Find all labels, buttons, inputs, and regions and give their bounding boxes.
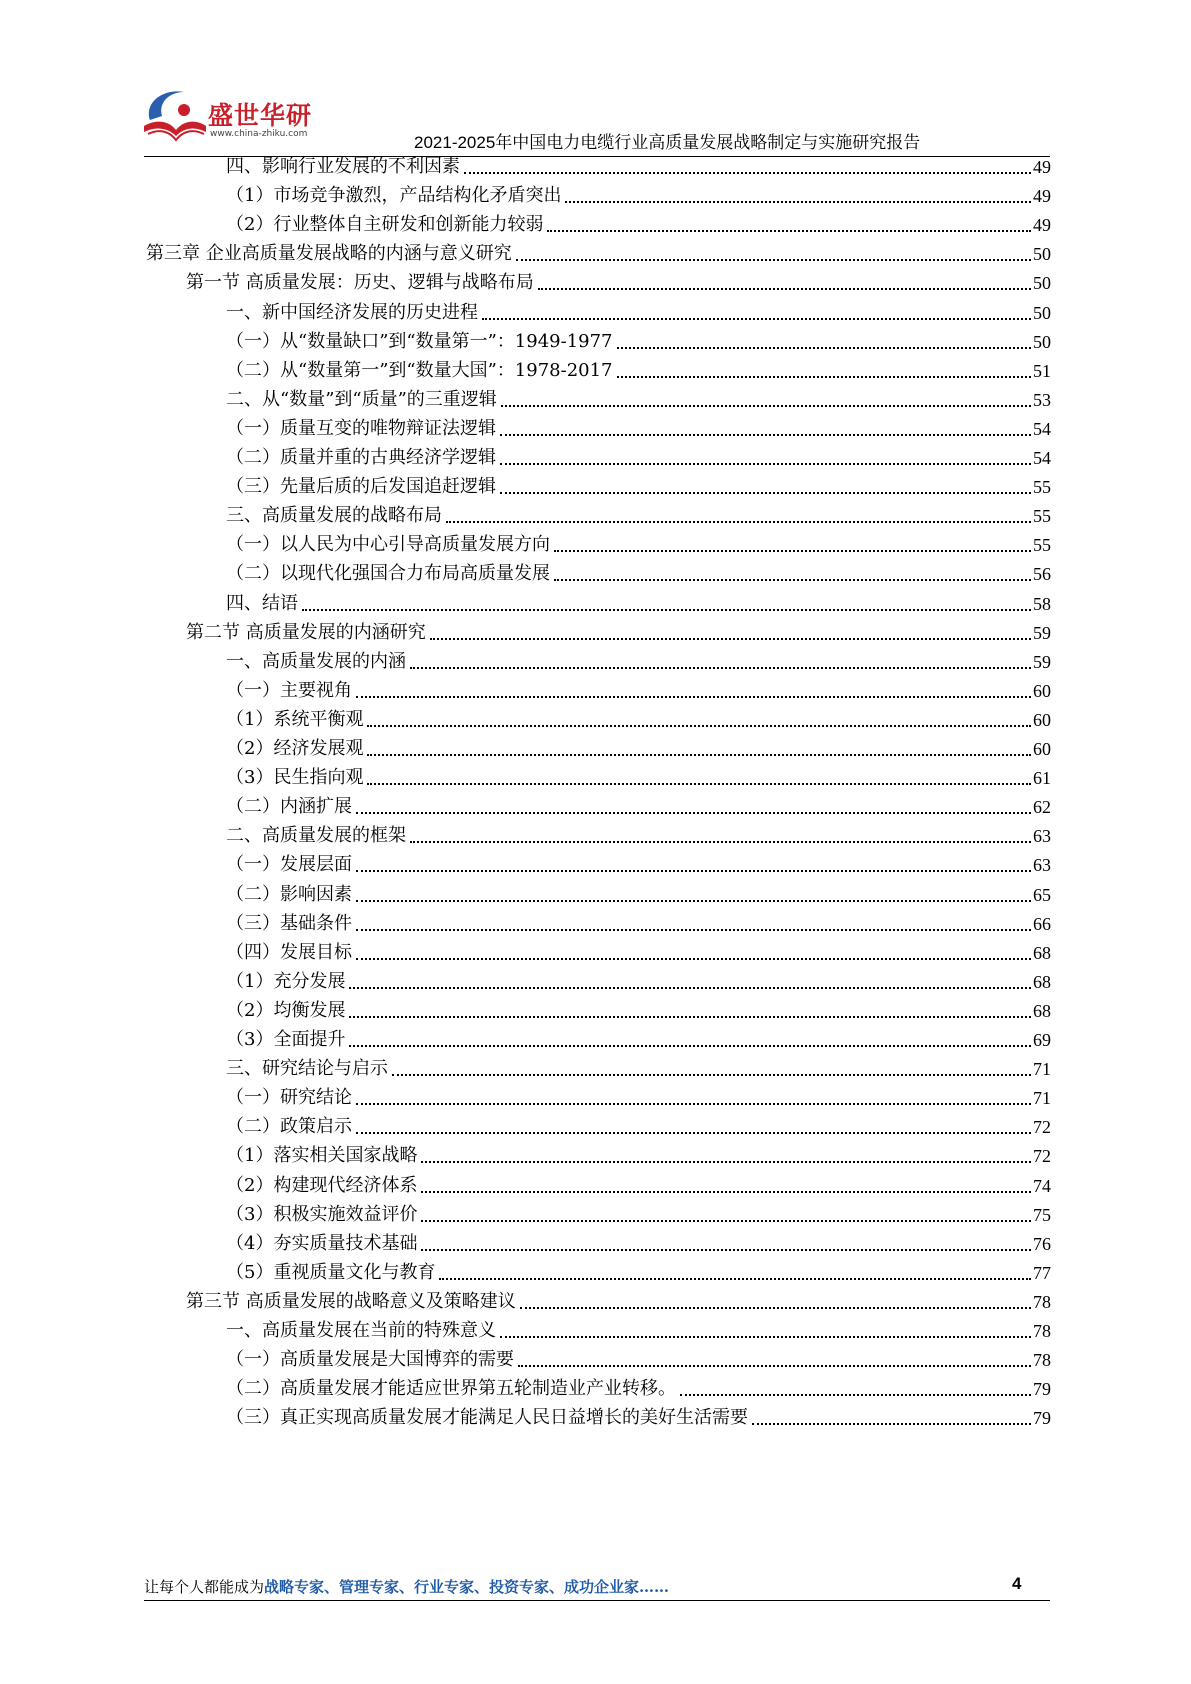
- footer-slogan-roles: 战略专家、管理专家、行业专家、投资专家、成功企业家……: [264, 1578, 670, 1596]
- toc-entry[interactable]: [226, 352, 1051, 382]
- toc-entry[interactable]: [186, 264, 1051, 294]
- toc-entry-label: （4）夯实质量技术基础: [226, 1232, 418, 1254]
- toc-dot-leader: [538, 288, 1031, 290]
- toc-entry-label: 三、研究结论与启示: [226, 1058, 388, 1080]
- toc-entry[interactable]: [226, 526, 1051, 556]
- toc-entry[interactable]: [226, 468, 1051, 498]
- toc-entry[interactable]: [226, 876, 1051, 906]
- toc-entry[interactable]: [226, 555, 1051, 585]
- toc-entry[interactable]: [226, 846, 1051, 876]
- toc-dot-leader: [367, 783, 1031, 785]
- toc-entry-label: （三）先量后质的后发国追赶逻辑: [226, 476, 496, 498]
- toc-dot-leader: [518, 1365, 1031, 1367]
- toc-entry-page: 77: [1033, 1262, 1051, 1283]
- toc-dot-leader: [752, 1423, 1031, 1425]
- toc-entry[interactable]: [226, 439, 1051, 469]
- toc-entry-page: 68: [1033, 1000, 1051, 1021]
- toc-entry-label: （二）质量并重的古典经济学逻辑: [226, 447, 496, 468]
- toc-entry[interactable]: [226, 1312, 1051, 1342]
- toc-entry-page: 63: [1033, 855, 1051, 876]
- footer-divider: [144, 1600, 1050, 1601]
- toc-entry[interactable]: [226, 701, 1051, 731]
- toc-entry-page: 59: [1033, 622, 1051, 643]
- toc-entry[interactable]: [186, 614, 1051, 644]
- toc-entry-page: 76: [1033, 1233, 1051, 1254]
- toc-entry-label: （3）全面提升: [226, 1029, 346, 1050]
- toc-entry-label: 一、高质量发展的内涵: [226, 650, 406, 672]
- toc-entry[interactable]: [226, 1021, 1051, 1051]
- toc-entry-page: 78: [1033, 1321, 1051, 1341]
- toc-dot-leader: [500, 1336, 1031, 1338]
- toc-entry-page: 72: [1033, 1146, 1051, 1167]
- toc-dot-leader: [430, 638, 1031, 640]
- toc-entry[interactable]: [226, 585, 1051, 615]
- toc-entry-page: 58: [1033, 593, 1051, 614]
- toc-entry-page: 63: [1033, 826, 1051, 847]
- toc-entry-page: 79: [1033, 1379, 1051, 1400]
- toc-entry-page: 71: [1033, 1088, 1051, 1109]
- brand-logo: [140, 82, 320, 144]
- toc-entry-page: 50: [1033, 273, 1051, 294]
- toc-entry-page: 50: [1033, 302, 1051, 323]
- toc-entry[interactable]: [226, 1079, 1051, 1109]
- toc-entry[interactable]: [226, 817, 1051, 847]
- toc-dot-leader: [501, 405, 1031, 407]
- toc-entry-page: 60: [1033, 709, 1051, 730]
- toc-entry-label: （一）研究结论: [226, 1087, 352, 1109]
- page-header: [0, 0, 1191, 160]
- toc-dot-leader: [349, 987, 1031, 989]
- toc-dot-leader: [392, 1074, 1031, 1076]
- toc-entry[interactable]: [226, 643, 1051, 673]
- toc-dot-leader: [446, 521, 1031, 523]
- toc-dot-leader: [367, 725, 1031, 727]
- toc-entry-page: 55: [1033, 506, 1051, 527]
- toc-entry-page: 53: [1033, 389, 1051, 410]
- toc-dot-leader: [410, 841, 1031, 843]
- toc-entry-label: 第三节 高质量发展的战略意义及策略建议: [186, 1290, 516, 1312]
- toc-entry-label: （二）内涵扩展: [226, 796, 352, 818]
- toc-entry-page: 49: [1033, 186, 1051, 207]
- footer-slogan-prefix: 让每个人都能成为: [144, 1578, 265, 1596]
- toc-entry-label: （三）基础条件: [226, 912, 352, 934]
- toc-dot-leader: [356, 870, 1031, 872]
- toc-entry-label: 一、高质量发展在当前的特殊意义: [226, 1320, 496, 1341]
- toc-dot-leader: [680, 1394, 1031, 1396]
- report-title: 2021-2025年中国电力电缆行业高质量发展战略制定与实施研究报告: [414, 133, 921, 152]
- toc-entry[interactable]: [226, 148, 1051, 178]
- toc-entry[interactable]: [226, 1399, 1051, 1429]
- toc-dot-leader: [356, 696, 1031, 698]
- toc-dot-leader: [500, 434, 1031, 436]
- toc-entry-page: 60: [1033, 680, 1051, 701]
- toc-entry-page: 50: [1033, 244, 1051, 265]
- toc-entry-page: 50: [1033, 331, 1051, 352]
- toc-entry-label: （1）系统平衡观: [226, 708, 364, 730]
- toc-dot-leader: [421, 1191, 1031, 1193]
- toc-entry-label: （2）均衡发展: [226, 999, 346, 1021]
- toc-entry[interactable]: [226, 1137, 1051, 1167]
- toc-entry-label: （2）构建现代经济体系: [226, 1174, 418, 1196]
- toc-entry-label: （一）从“数量缺口”到“数量第一”：1949-1977: [226, 330, 613, 352]
- toc-entry[interactable]: [226, 1108, 1051, 1138]
- toc-dot-leader: [421, 1249, 1031, 1251]
- toc-entry-label: （1）市场竞争激烈，产品结构化矛盾突出: [226, 185, 562, 207]
- toc-dot-leader: [464, 172, 1031, 174]
- toc-entry-label: 二、从“数量”到“质量”的三重逻辑: [226, 388, 497, 410]
- toc-dot-leader: [356, 900, 1031, 902]
- toc-entry-label: （二）以现代化强国合力布局高质量发展: [226, 563, 550, 585]
- toc-entry[interactable]: [146, 235, 1051, 265]
- toc-entry-label: （2）经济发展观: [226, 738, 364, 759]
- toc-entry-page: 68: [1033, 942, 1051, 963]
- toc-entry-page: 75: [1033, 1204, 1051, 1225]
- toc-entry-label: （3）民生指向观: [226, 767, 364, 789]
- toc-entry-page: 49: [1033, 157, 1051, 177]
- toc-entry-label: 三、高质量发展的战略布局: [226, 505, 442, 527]
- toc-dot-leader: [520, 1307, 1031, 1309]
- toc-entry-label: （1）落实相关国家战略: [226, 1145, 418, 1167]
- toc-entry-page: 51: [1033, 360, 1051, 381]
- toc-entry-label: （一）以人民为中心引导高质量发展方向: [226, 534, 550, 556]
- toc-entry[interactable]: [226, 206, 1051, 236]
- toc-entry-label: （三）真正实现高质量发展才能满足人民日益增长的美好生活需要: [226, 1407, 748, 1429]
- toc-entry[interactable]: [226, 672, 1051, 702]
- toc-dot-leader: [500, 492, 1031, 494]
- toc-entry-label: （二）高质量发展才能适应世界第五轮制造业产业转移。: [226, 1378, 676, 1400]
- toc-entry-label: （一）发展层面: [226, 854, 352, 876]
- toc-entry-label: 四、影响行业发展的不利因素: [226, 156, 460, 177]
- toc-entry[interactable]: [226, 1225, 1051, 1255]
- toc-entry[interactable]: [226, 730, 1051, 760]
- toc-entry[interactable]: [186, 1283, 1051, 1313]
- toc-entry-label: 二、高质量发展的框架: [226, 825, 406, 847]
- toc-entry-page: 69: [1033, 1030, 1051, 1050]
- toc-dot-leader: [356, 1132, 1031, 1134]
- toc-dot-leader: [349, 1045, 1031, 1047]
- toc-entry-page: 62: [1033, 797, 1051, 818]
- toc-entry-label: 第一节 高质量发展：历史、逻辑与战略布局: [186, 272, 534, 294]
- toc-entry-page: 55: [1033, 535, 1051, 556]
- toc-entry[interactable]: [226, 963, 1051, 993]
- toc-dot-leader: [349, 1016, 1031, 1018]
- toc-entry-label: 一、新中国经济发展的历史进程: [226, 301, 478, 323]
- toc-entry-page: 61: [1033, 768, 1051, 789]
- toc-dot-leader: [439, 1278, 1031, 1280]
- toc-entry[interactable]: [226, 1341, 1051, 1371]
- toc-dot-leader: [356, 958, 1031, 960]
- toc-entry-page: 55: [1033, 477, 1051, 498]
- toc-entry-label: （3）积极实施效益评价: [226, 1203, 418, 1225]
- toc-entry-page: 71: [1033, 1059, 1051, 1080]
- toc-entry[interactable]: [226, 177, 1051, 207]
- toc-entry[interactable]: [226, 1254, 1051, 1284]
- brand-url: www.china-zhiku.com: [210, 129, 308, 139]
- toc-entry-page: 79: [1033, 1408, 1051, 1429]
- toc-dot-leader: [356, 1103, 1031, 1105]
- toc-entry[interactable]: [226, 323, 1051, 353]
- toc-entry-label: （一）高质量发展是大国博弈的需要: [226, 1349, 514, 1371]
- toc-dot-leader: [356, 929, 1031, 931]
- toc-dot-leader: [554, 550, 1031, 552]
- toc-entry[interactable]: [226, 1050, 1051, 1080]
- toc-dot-leader: [482, 318, 1031, 320]
- toc-entry-page: 54: [1033, 448, 1051, 468]
- toc-entry-label: 第三章 企业高质量发展战略的内涵与意义研究: [146, 243, 512, 265]
- toc-entry-label: （一）主要视角: [226, 679, 352, 701]
- toc-entry-page: 60: [1033, 739, 1051, 759]
- brand-name: 盛世华研: [208, 101, 313, 130]
- toc-dot-leader: [421, 1220, 1031, 1222]
- toc-entry-page: 74: [1033, 1175, 1051, 1196]
- toc-entry[interactable]: [226, 410, 1051, 440]
- toc-entry-label: （二）政策启示: [226, 1116, 352, 1138]
- toc-entry-page: 59: [1033, 651, 1051, 672]
- toc-dot-leader: [547, 230, 1031, 232]
- toc-entry-label: 第二节 高质量发展的内涵研究: [186, 621, 426, 643]
- toc-entry[interactable]: [226, 1370, 1051, 1400]
- toc-entry-label: 四、结语: [226, 592, 298, 614]
- toc-entry[interactable]: [226, 1167, 1051, 1197]
- toc-entry-label: （二）从“数量第一”到“数量大国”：1978-2017: [226, 359, 613, 381]
- toc-entry[interactable]: [226, 992, 1051, 1022]
- toc-dot-leader: [554, 579, 1031, 581]
- toc-entry-page: 72: [1033, 1117, 1051, 1138]
- toc-dot-leader: [617, 376, 1031, 378]
- book-swoosh-icon: [140, 82, 210, 144]
- toc-dot-leader: [421, 1161, 1031, 1163]
- toc-entry[interactable]: [226, 759, 1051, 789]
- toc-entry-label: （二）影响因素: [226, 883, 352, 905]
- toc-entry-page: 65: [1033, 884, 1051, 905]
- toc-entry-page: 78: [1033, 1350, 1051, 1371]
- page-number: 4: [1012, 1574, 1022, 1593]
- toc-dot-leader: [516, 259, 1031, 261]
- toc-entry[interactable]: [226, 381, 1051, 411]
- toc-dot-leader: [356, 812, 1031, 814]
- toc-entry-label: （5）重视质量文化与教育: [226, 1261, 436, 1283]
- toc-entry-page: 49: [1033, 215, 1051, 236]
- toc-entry-page: 54: [1033, 418, 1051, 439]
- toc-entry-page: 56: [1033, 564, 1051, 585]
- toc-dot-leader: [302, 609, 1031, 611]
- toc-entry-label: （一）质量互变的唯物辩证法逻辑: [226, 417, 496, 439]
- toc-entry[interactable]: [226, 294, 1051, 324]
- toc-dot-leader: [410, 667, 1031, 669]
- toc-entry-page: 66: [1033, 913, 1051, 934]
- toc-dot-leader: [367, 754, 1031, 756]
- footer-slogan: [144, 1576, 669, 1597]
- toc-entry[interactable]: [226, 905, 1051, 935]
- toc-entry[interactable]: [226, 934, 1051, 964]
- toc-entry-label: （2）行业整体自主研发和创新能力较弱: [226, 214, 544, 236]
- toc-entry[interactable]: [226, 497, 1051, 527]
- toc-entry[interactable]: [226, 1196, 1051, 1226]
- toc-dot-leader: [565, 201, 1031, 203]
- toc-dot-leader: [617, 347, 1031, 349]
- toc-entry[interactable]: [226, 788, 1051, 818]
- toc-entry-label: （四）发展目标: [226, 941, 352, 963]
- toc-dot-leader: [500, 463, 1031, 465]
- toc-entry-page: 78: [1033, 1291, 1051, 1312]
- toc-entry-page: 68: [1033, 971, 1051, 992]
- toc-entry-label: （1）充分发展: [226, 970, 346, 992]
